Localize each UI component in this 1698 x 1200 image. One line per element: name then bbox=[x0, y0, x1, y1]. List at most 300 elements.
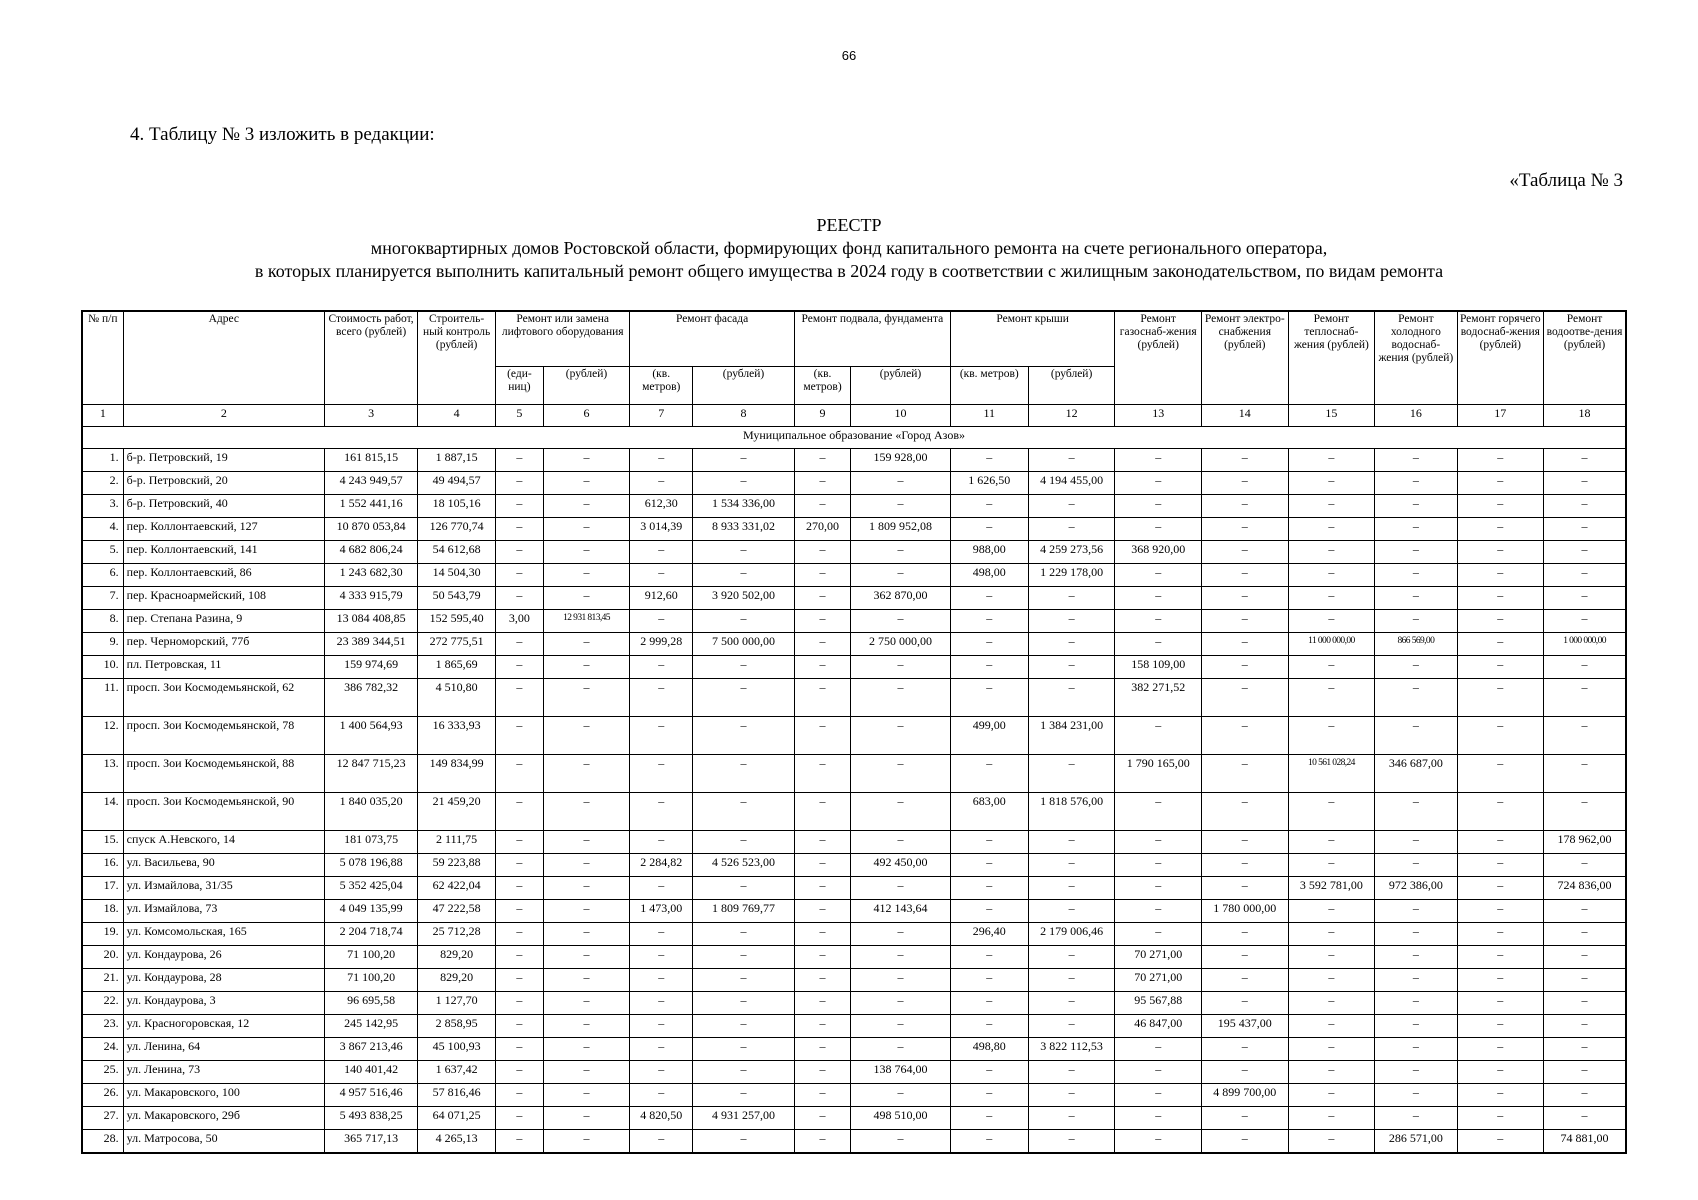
header-facade-m: (кв. метров) bbox=[630, 367, 693, 405]
row-address: пер. Коллонтаевский, 141 bbox=[123, 541, 324, 564]
header-roof-m: (кв. метров) bbox=[950, 367, 1028, 405]
row-value: – bbox=[1288, 518, 1375, 541]
row-value: 368 920,00 bbox=[1115, 541, 1202, 564]
row-value: – bbox=[1028, 633, 1115, 656]
row-value: – bbox=[1115, 1084, 1202, 1107]
row-value: 74 881,00 bbox=[1544, 1130, 1626, 1154]
row-value: – bbox=[693, 969, 795, 992]
row-number: 22. bbox=[82, 992, 123, 1015]
row-value: – bbox=[1457, 793, 1544, 831]
row-value: 4 333 915,79 bbox=[325, 587, 418, 610]
row-value: 1 229 178,00 bbox=[1028, 564, 1115, 587]
row-value: – bbox=[1457, 1130, 1544, 1154]
row-value: 412 143,64 bbox=[851, 900, 951, 923]
row-value: – bbox=[1375, 923, 1457, 946]
row-value: – bbox=[851, 472, 951, 495]
row-value: – bbox=[950, 831, 1028, 854]
row-value: 1 552 441,16 bbox=[325, 495, 418, 518]
row-value: – bbox=[543, 969, 630, 992]
row-value: – bbox=[1202, 854, 1289, 877]
column-number: 1 bbox=[82, 405, 123, 427]
row-value: 59 223,88 bbox=[418, 854, 496, 877]
row-value: – bbox=[1375, 472, 1457, 495]
row-value: – bbox=[630, 656, 693, 679]
row-value: – bbox=[1375, 992, 1457, 1015]
row-value: – bbox=[496, 656, 544, 679]
row-value: – bbox=[630, 946, 693, 969]
row-value: – bbox=[950, 900, 1028, 923]
row-value: – bbox=[794, 1084, 850, 1107]
row-value: 1 400 564,93 bbox=[325, 717, 418, 755]
row-value: – bbox=[1202, 472, 1289, 495]
row-value: – bbox=[1028, 900, 1115, 923]
row-value: – bbox=[1115, 495, 1202, 518]
row-number: 2. bbox=[82, 472, 123, 495]
row-value: 195 437,00 bbox=[1202, 1015, 1289, 1038]
column-number: 4 bbox=[418, 405, 496, 427]
row-value: – bbox=[1115, 518, 1202, 541]
row-value: – bbox=[1457, 633, 1544, 656]
header-roof-rub: (рублей) bbox=[1028, 367, 1115, 405]
row-value: – bbox=[794, 472, 850, 495]
row-address: спуск А.Невского, 14 bbox=[123, 831, 324, 854]
table-row bbox=[82, 449, 1626, 472]
row-value: – bbox=[851, 755, 951, 793]
row-value: 1 243 682,30 bbox=[325, 564, 418, 587]
row-value: – bbox=[1028, 610, 1115, 633]
header-basement: Ремонт подвала, фундамента bbox=[794, 311, 950, 367]
row-value: 12 931 813,45 bbox=[543, 610, 630, 633]
header-gas: Ремонт газоснаб-жения (рублей) bbox=[1115, 311, 1202, 405]
row-value: 4 899 700,00 bbox=[1202, 1084, 1289, 1107]
column-number: 6 bbox=[543, 405, 630, 427]
row-value: – bbox=[1202, 449, 1289, 472]
row-value: 829,20 bbox=[418, 946, 496, 969]
row-value: – bbox=[1375, 1038, 1457, 1061]
row-value: – bbox=[851, 877, 951, 900]
row-value: 2 204 718,74 bbox=[325, 923, 418, 946]
row-value: 13 084 408,85 bbox=[325, 610, 418, 633]
row-value: 2 999,28 bbox=[630, 633, 693, 656]
row-value: – bbox=[693, 472, 795, 495]
row-value: – bbox=[1115, 831, 1202, 854]
row-number: 18. bbox=[82, 900, 123, 923]
row-value: 1 626,50 bbox=[950, 472, 1028, 495]
row-value: – bbox=[693, 877, 795, 900]
column-number: 15 bbox=[1288, 405, 1375, 427]
row-value: – bbox=[1457, 449, 1544, 472]
row-address: просп. Зои Космодемьянской, 90 bbox=[123, 793, 324, 831]
row-value: – bbox=[1457, 854, 1544, 877]
row-value: – bbox=[950, 518, 1028, 541]
row-value: – bbox=[1375, 854, 1457, 877]
row-value: 1 127,70 bbox=[418, 992, 496, 1015]
row-value: – bbox=[1028, 854, 1115, 877]
row-value: – bbox=[1202, 793, 1289, 831]
row-value: – bbox=[1457, 564, 1544, 587]
row-value: – bbox=[1288, 900, 1375, 923]
row-value: 1 809 952,08 bbox=[851, 518, 951, 541]
row-address: ул. Матросова, 50 bbox=[123, 1130, 324, 1154]
row-value: 4 194 455,00 bbox=[1028, 472, 1115, 495]
table-row bbox=[82, 900, 1626, 923]
row-value: – bbox=[496, 717, 544, 755]
row-value: 71 100,20 bbox=[325, 946, 418, 969]
row-value: 4 243 949,57 bbox=[325, 472, 418, 495]
row-value: – bbox=[543, 900, 630, 923]
header-basement-rub: (рублей) bbox=[851, 367, 951, 405]
row-value: – bbox=[496, 541, 544, 564]
row-value: – bbox=[950, 854, 1028, 877]
row-value: – bbox=[1028, 587, 1115, 610]
row-value: – bbox=[1375, 541, 1457, 564]
row-value: – bbox=[630, 923, 693, 946]
row-value: – bbox=[543, 946, 630, 969]
row-value: – bbox=[630, 717, 693, 755]
row-value: 270,00 bbox=[794, 518, 850, 541]
row-value: – bbox=[1202, 755, 1289, 793]
table-row bbox=[82, 587, 1626, 610]
row-value: – bbox=[794, 679, 850, 717]
row-value: – bbox=[1457, 923, 1544, 946]
row-value: – bbox=[851, 992, 951, 1015]
row-value: 7 500 000,00 bbox=[693, 633, 795, 656]
row-value: – bbox=[1028, 495, 1115, 518]
row-value: – bbox=[1202, 877, 1289, 900]
row-value: 57 816,46 bbox=[418, 1084, 496, 1107]
row-value: – bbox=[851, 1038, 951, 1061]
row-value: 8 933 331,02 bbox=[693, 518, 795, 541]
row-value: – bbox=[1544, 1061, 1626, 1084]
row-value: – bbox=[1288, 541, 1375, 564]
row-value: 4 259 273,56 bbox=[1028, 541, 1115, 564]
row-value: – bbox=[496, 755, 544, 793]
row-value: – bbox=[1288, 793, 1375, 831]
row-value: – bbox=[1375, 1061, 1457, 1084]
row-value: – bbox=[693, 1061, 795, 1084]
table-row bbox=[82, 992, 1626, 1015]
row-value: – bbox=[851, 717, 951, 755]
row-value: – bbox=[1028, 877, 1115, 900]
row-value: – bbox=[851, 656, 951, 679]
row-value: – bbox=[1202, 518, 1289, 541]
row-address: б-р. Петровский, 40 bbox=[123, 495, 324, 518]
row-address: ул. Комсомольская, 165 bbox=[123, 923, 324, 946]
row-number: 23. bbox=[82, 1015, 123, 1038]
row-value: – bbox=[1375, 793, 1457, 831]
row-value: 1 790 165,00 bbox=[1115, 755, 1202, 793]
row-value: – bbox=[1457, 472, 1544, 495]
row-value: – bbox=[1544, 679, 1626, 717]
row-value: – bbox=[496, 923, 544, 946]
row-value: – bbox=[794, 449, 850, 472]
header-cold-water: Ремонт холодного водоснаб-жения (рублей) bbox=[1375, 311, 1457, 405]
row-value: – bbox=[1202, 831, 1289, 854]
row-value: – bbox=[693, 1015, 795, 1038]
row-value: – bbox=[1202, 717, 1289, 755]
row-value: – bbox=[1544, 1015, 1626, 1038]
row-value: – bbox=[1544, 518, 1626, 541]
row-value: – bbox=[543, 541, 630, 564]
row-value: 386 782,32 bbox=[325, 679, 418, 717]
row-value: – bbox=[1288, 495, 1375, 518]
row-address: ул. Измайлова, 31/35 bbox=[123, 877, 324, 900]
row-number: 24. bbox=[82, 1038, 123, 1061]
row-number: 4. bbox=[82, 518, 123, 541]
row-value: – bbox=[794, 633, 850, 656]
row-value: – bbox=[950, 969, 1028, 992]
row-value: – bbox=[543, 1015, 630, 1038]
header-lift-rub: (рублей) bbox=[543, 367, 630, 405]
row-value: – bbox=[1202, 495, 1289, 518]
table-row bbox=[82, 610, 1626, 633]
row-value: – bbox=[496, 449, 544, 472]
table-row bbox=[82, 793, 1626, 831]
row-value: – bbox=[950, 495, 1028, 518]
row-value: – bbox=[1544, 449, 1626, 472]
row-value: – bbox=[1457, 1038, 1544, 1061]
row-value: – bbox=[794, 793, 850, 831]
row-value: 499,00 bbox=[950, 717, 1028, 755]
row-value: – bbox=[543, 472, 630, 495]
row-number: 1. bbox=[82, 449, 123, 472]
row-address: ул. Кондаурова, 3 bbox=[123, 992, 324, 1015]
row-value: – bbox=[1028, 1084, 1115, 1107]
row-value: – bbox=[1202, 610, 1289, 633]
row-value: – bbox=[1544, 755, 1626, 793]
row-value: 158 109,00 bbox=[1115, 656, 1202, 679]
row-value: – bbox=[630, 541, 693, 564]
row-value: – bbox=[496, 877, 544, 900]
row-value: 70 271,00 bbox=[1115, 969, 1202, 992]
column-number: 5 bbox=[496, 405, 544, 427]
row-value: – bbox=[950, 610, 1028, 633]
row-value: 4 682 806,24 bbox=[325, 541, 418, 564]
row-value: – bbox=[794, 854, 850, 877]
row-value: – bbox=[1375, 831, 1457, 854]
row-value: 21 459,20 bbox=[418, 793, 496, 831]
row-value: – bbox=[851, 923, 951, 946]
row-value: – bbox=[1028, 1015, 1115, 1038]
row-value: – bbox=[1544, 564, 1626, 587]
row-value: – bbox=[1028, 518, 1115, 541]
row-value: 2 858,95 bbox=[418, 1015, 496, 1038]
row-value: – bbox=[1375, 495, 1457, 518]
row-value: – bbox=[1115, 717, 1202, 755]
row-value: – bbox=[630, 449, 693, 472]
column-number: 11 bbox=[950, 405, 1028, 427]
row-value: – bbox=[1115, 793, 1202, 831]
row-value: – bbox=[794, 564, 850, 587]
header-facade-rub: (рублей) bbox=[693, 367, 795, 405]
row-value: – bbox=[1457, 877, 1544, 900]
row-value: – bbox=[950, 449, 1028, 472]
row-value: – bbox=[794, 541, 850, 564]
row-value: 4 049 135,99 bbox=[325, 900, 418, 923]
row-value: – bbox=[1288, 1061, 1375, 1084]
row-value: – bbox=[794, 587, 850, 610]
registry-heading bbox=[0, 214, 1698, 283]
row-value: 70 271,00 bbox=[1115, 946, 1202, 969]
row-value: – bbox=[630, 1038, 693, 1061]
row-value: – bbox=[496, 1107, 544, 1130]
row-value: – bbox=[794, 877, 850, 900]
row-value: – bbox=[1288, 1130, 1375, 1154]
row-number: 26. bbox=[82, 1084, 123, 1107]
row-value: – bbox=[1288, 610, 1375, 633]
row-value: – bbox=[950, 656, 1028, 679]
row-address: ул. Ленина, 73 bbox=[123, 1061, 324, 1084]
row-value: – bbox=[1288, 1015, 1375, 1038]
row-value: 612,30 bbox=[630, 495, 693, 518]
row-value: 4 820,50 bbox=[630, 1107, 693, 1130]
row-address: ул. Макаровского, 29б bbox=[123, 1107, 324, 1130]
registry-table bbox=[81, 310, 1627, 1154]
row-value: – bbox=[1544, 969, 1626, 992]
row-value: – bbox=[1115, 1130, 1202, 1154]
row-value: – bbox=[1457, 900, 1544, 923]
table-row bbox=[82, 1015, 1626, 1038]
header-electric: Ремонт электро-снабжения (рублей) bbox=[1202, 311, 1289, 405]
row-value: – bbox=[851, 793, 951, 831]
row-value: – bbox=[950, 587, 1028, 610]
row-value: – bbox=[1544, 1038, 1626, 1061]
row-value: – bbox=[1115, 633, 1202, 656]
row-value: 2 111,75 bbox=[418, 831, 496, 854]
row-value: – bbox=[1202, 633, 1289, 656]
row-value: 1 000 000,00 bbox=[1544, 633, 1626, 656]
row-number: 15. bbox=[82, 831, 123, 854]
row-value: 62 422,04 bbox=[418, 877, 496, 900]
row-value: – bbox=[1544, 854, 1626, 877]
row-value: – bbox=[1115, 449, 1202, 472]
municipality-row bbox=[82, 427, 1626, 449]
row-value: – bbox=[1457, 969, 1544, 992]
row-value: 724 836,00 bbox=[1544, 877, 1626, 900]
row-value: – bbox=[794, 717, 850, 755]
row-value: – bbox=[543, 449, 630, 472]
row-value: – bbox=[693, 610, 795, 633]
row-value: – bbox=[1028, 1061, 1115, 1084]
row-value: 50 543,79 bbox=[418, 587, 496, 610]
row-address: пер. Степана Разина, 9 bbox=[123, 610, 324, 633]
row-value: – bbox=[1544, 900, 1626, 923]
row-value: – bbox=[1457, 679, 1544, 717]
row-value: 498,80 bbox=[950, 1038, 1028, 1061]
row-value: – bbox=[1115, 587, 1202, 610]
row-value: 272 775,51 bbox=[418, 633, 496, 656]
row-value: 382 271,52 bbox=[1115, 679, 1202, 717]
column-number: 9 bbox=[794, 405, 850, 427]
row-value: – bbox=[1288, 656, 1375, 679]
row-value: – bbox=[496, 587, 544, 610]
row-value: – bbox=[543, 587, 630, 610]
row-value: – bbox=[1288, 679, 1375, 717]
column-number: 13 bbox=[1115, 405, 1202, 427]
row-value: 4 265,13 bbox=[418, 1130, 496, 1154]
row-value: – bbox=[693, 1038, 795, 1061]
row-value: – bbox=[794, 831, 850, 854]
row-value: 492 450,00 bbox=[851, 854, 951, 877]
row-value: – bbox=[1375, 1107, 1457, 1130]
row-value: – bbox=[1202, 541, 1289, 564]
row-number: 5. bbox=[82, 541, 123, 564]
row-value: – bbox=[1115, 900, 1202, 923]
row-value: 11 000 000,00 bbox=[1288, 633, 1375, 656]
row-address: просп. Зои Космодемьянской, 62 bbox=[123, 679, 324, 717]
row-value: – bbox=[496, 1061, 544, 1084]
row-number: 28. bbox=[82, 1130, 123, 1154]
row-value: – bbox=[496, 472, 544, 495]
column-number: 2 bbox=[123, 405, 324, 427]
row-value: 25 712,28 bbox=[418, 923, 496, 946]
row-value: – bbox=[543, 717, 630, 755]
row-address: ул. Васильева, 90 bbox=[123, 854, 324, 877]
heading-line-2: в которых планируется выполнить капитальный ремонт общего имущества в 2024 году в соответствии с жилищным законодательством, по видам ремонта bbox=[254, 261, 1444, 281]
row-value: – bbox=[1288, 969, 1375, 992]
row-value: – bbox=[794, 1061, 850, 1084]
row-value: – bbox=[1288, 1084, 1375, 1107]
row-value: 138 764,00 bbox=[851, 1061, 951, 1084]
column-number: 3 bbox=[325, 405, 418, 427]
row-value: – bbox=[693, 717, 795, 755]
row-value: 159 928,00 bbox=[851, 449, 951, 472]
row-value: 49 494,57 bbox=[418, 472, 496, 495]
row-value: – bbox=[1544, 495, 1626, 518]
row-value: – bbox=[950, 877, 1028, 900]
row-value: – bbox=[543, 1061, 630, 1084]
header-basement-m: (кв. метров) bbox=[794, 367, 850, 405]
row-value: – bbox=[1544, 793, 1626, 831]
table-row bbox=[82, 755, 1626, 793]
row-address: пл. Петровская, 11 bbox=[123, 656, 324, 679]
row-value: – bbox=[1288, 923, 1375, 946]
row-value: 1 818 576,00 bbox=[1028, 793, 1115, 831]
row-value: – bbox=[693, 679, 795, 717]
row-address: ул. Кондаурова, 28 bbox=[123, 969, 324, 992]
row-value: – bbox=[1028, 969, 1115, 992]
row-number: 7. bbox=[82, 587, 123, 610]
row-number: 13. bbox=[82, 755, 123, 793]
row-value: – bbox=[1544, 610, 1626, 633]
row-value: – bbox=[851, 1084, 951, 1107]
row-value: – bbox=[543, 518, 630, 541]
table-row bbox=[82, 969, 1626, 992]
heading-line-1: многоквартирных домов Ростовской области, формирующих фонд капитального ремонта на счете регионального оператора, bbox=[370, 238, 1328, 258]
row-value: – bbox=[1202, 992, 1289, 1015]
row-value: 47 222,58 bbox=[418, 900, 496, 923]
column-number: 8 bbox=[693, 405, 795, 427]
row-value: 362 870,00 bbox=[851, 587, 951, 610]
row-value: – bbox=[1028, 755, 1115, 793]
row-value: – bbox=[693, 1130, 795, 1154]
row-value: – bbox=[496, 946, 544, 969]
row-value: – bbox=[496, 854, 544, 877]
row-value: 829,20 bbox=[418, 969, 496, 992]
row-address: б-р. Петровский, 19 bbox=[123, 449, 324, 472]
row-value: 4 526 523,00 bbox=[693, 854, 795, 877]
row-value: 1 384 231,00 bbox=[1028, 717, 1115, 755]
row-value: – bbox=[630, 610, 693, 633]
row-value: – bbox=[851, 610, 951, 633]
row-number: 17. bbox=[82, 877, 123, 900]
row-value: – bbox=[1028, 946, 1115, 969]
row-value: – bbox=[1202, 1130, 1289, 1154]
header-facade: Ремонт фасада bbox=[630, 311, 795, 367]
column-number: 16 bbox=[1375, 405, 1457, 427]
row-value: – bbox=[851, 564, 951, 587]
row-value: – bbox=[1028, 656, 1115, 679]
